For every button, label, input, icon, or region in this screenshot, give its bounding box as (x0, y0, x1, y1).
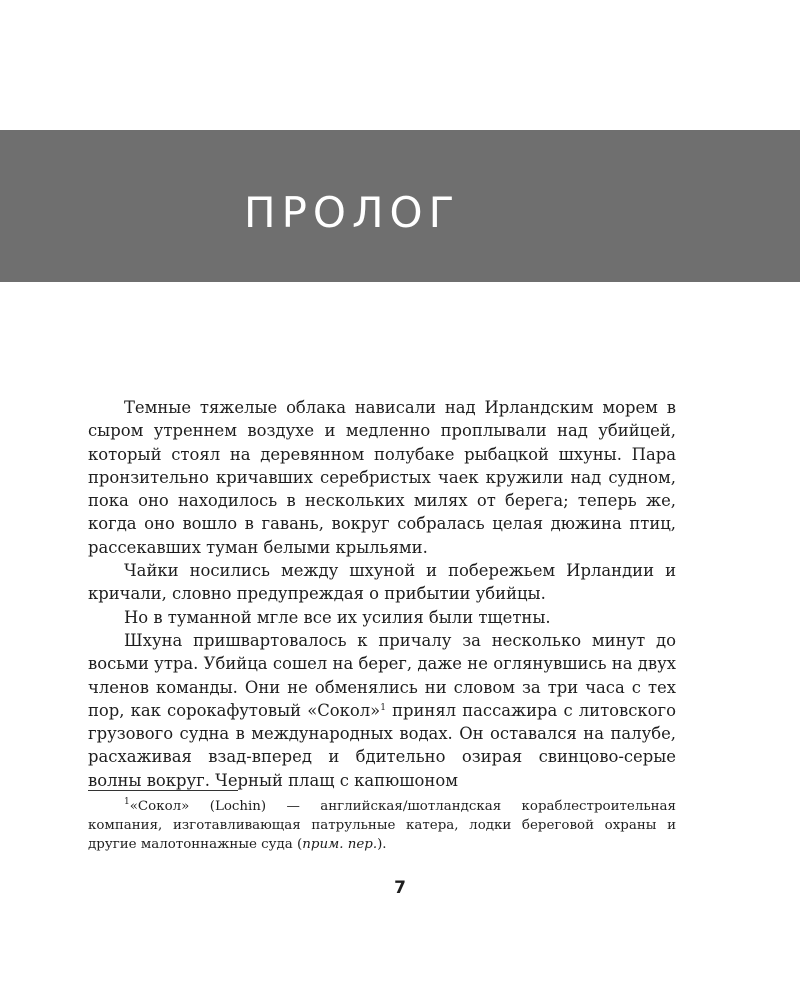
footnote-reference[interactable]: 1 (380, 702, 386, 713)
paragraph (88, 629, 676, 792)
footnote-divider (88, 790, 238, 791)
paragraph: Но в туманной мгле все их усилия были тщетны. (124, 607, 551, 627)
footnote (88, 797, 676, 854)
page-number: 7 (394, 878, 406, 898)
paragraph: Темные тяжелые облака нависали над Ирландским морем в сыром утреннем воздухе и медленно проплывали над убийцей, который стоял на деревянном полубаке рыбацкой шхуны. Пара пронзительно кричавших серебристых чаек кружили над судном, пока оно находилось в нескольких милях от берега; теперь же, когда оно вошло в гавань, вокруг собралась целая дюжина птиц, рассекавших туман белыми крыльями. (88, 398, 676, 557)
paragraph-text: Шхуна пришвартовалось к причалу за несколько минут до восьми утра. Убийца сошел на берег, даже не оглянувшись на двух членов команды. Они не обменялись ни словом за три часа с тех пор, как сорокафутовый «Сокол» (88, 630, 676, 720)
chapter-title: ПРОЛОГ (244, 188, 461, 237)
footnote-text-end: ). (377, 837, 387, 852)
paragraph-text-continued: принял пассажира с литовского грузового судна в международных водах. Он оставался на палубе, расхаживая взад-вперед и бдительно озирая свинцово-серые волны вокруг. Черный плащ с капюшоном (88, 700, 677, 790)
paragraph: Чайки носились между шхуной и побережьем Ирландии и кричали, словно предупреждая о прибытии убийцы. (88, 561, 676, 604)
footnote-abbreviation: прим. пер. (302, 837, 378, 852)
footnote-text: «Сокол» (Lochin) — английская/шотландская кораблестроительная компания, изготавливающая патрульные катера, лодки береговой охраны и другие малотоннажные суда ( (88, 799, 676, 852)
body-text (88, 396, 676, 792)
footnote-marker: 1 (124, 797, 130, 807)
